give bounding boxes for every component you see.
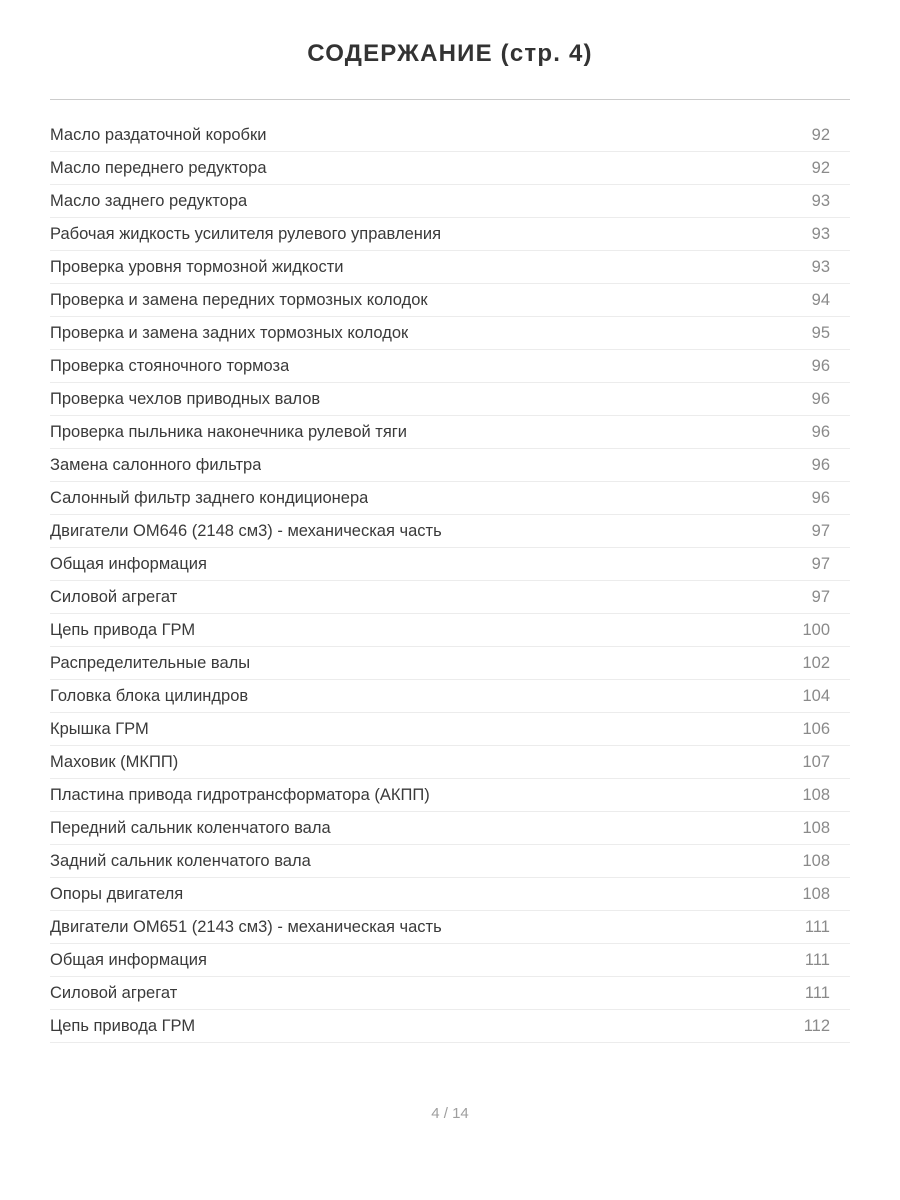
toc-row xyxy=(50,581,850,614)
toc-row xyxy=(50,977,850,1010)
toc-entry-label: Масло заднего редуктора xyxy=(50,191,248,210)
toc-row xyxy=(50,350,850,383)
toc-entry-label: Салонный фильтр заднего кондиционера xyxy=(50,488,369,507)
toc-entry-label: Крышка ГРМ xyxy=(50,719,149,738)
toc-entry-label: Силовой агрегат xyxy=(50,983,178,1002)
toc-entry-page-number: 93 xyxy=(811,224,830,243)
toc-entry-label: Рабочая жидкость усилителя рулевого управления xyxy=(50,224,442,243)
toc-entry-label: Цепь привода ГРМ xyxy=(50,620,196,639)
toc-entry-page-number: 96 xyxy=(811,356,830,375)
toc-entry-page-number: 94 xyxy=(811,290,830,309)
toc-row xyxy=(50,713,850,746)
toc-entry-label: Пластина привода гидротрансформатора (АКПП) xyxy=(50,785,430,804)
toc-entry-label: Проверка и замена передних тормозных колодок xyxy=(50,290,428,309)
toc-entry-page-number: 92 xyxy=(811,158,830,177)
toc-row xyxy=(50,1010,850,1043)
toc-row xyxy=(50,812,850,845)
toc-row xyxy=(50,317,850,350)
toc-entry-page-number: 96 xyxy=(811,389,830,408)
toc-row xyxy=(50,449,850,482)
toc-entry-label: Замена салонного фильтра xyxy=(50,455,262,474)
toc-entry-page-number: 95 xyxy=(811,323,830,342)
toc-entry-label: Двигатели OM646 (2148 см3) - механическая часть xyxy=(50,521,442,540)
toc-row xyxy=(50,911,850,944)
toc-entry-page-number: 111 xyxy=(804,917,830,936)
toc-entry-label: Распределительные валы xyxy=(50,653,251,672)
toc-row xyxy=(50,185,850,218)
toc-entry-label: Общая информация xyxy=(50,950,207,969)
toc-row xyxy=(50,284,850,317)
toc-row xyxy=(50,218,850,251)
toc-entry-label: Цепь привода ГРМ xyxy=(50,1016,196,1035)
toc-entry-label: Общая информация xyxy=(50,554,207,573)
toc-entry-page-number: 96 xyxy=(811,455,830,474)
toc-row xyxy=(50,878,850,911)
toc-row xyxy=(50,152,850,185)
toc-entry-page-number: 97 xyxy=(811,521,830,540)
toc-entry-page-number: 104 xyxy=(802,686,830,705)
toc-entry-page-number: 93 xyxy=(811,257,830,276)
toc-entry-label: Головка блока цилиндров xyxy=(50,686,249,705)
toc-list xyxy=(50,119,850,1043)
toc-entry-page-number: 108 xyxy=(802,851,830,870)
toc-entry-page-number: 97 xyxy=(811,587,830,606)
toc-row xyxy=(50,548,850,581)
page-counter: 4 / 14 xyxy=(431,1105,469,1122)
toc-entry-page-number: 96 xyxy=(811,488,830,507)
toc-row xyxy=(50,845,850,878)
toc-entry-page-number: 93 xyxy=(811,191,830,210)
page-title: СОДЕРЖАНИЕ (стр. 4) xyxy=(307,40,593,67)
toc-entry-page-number: 106 xyxy=(802,719,830,738)
toc-row xyxy=(50,482,850,515)
toc-entry-page-number: 108 xyxy=(802,785,830,804)
toc-entry-label: Проверка пыльника наконечника рулевой тяги xyxy=(50,422,408,441)
toc-entry-page-number: 108 xyxy=(802,884,830,903)
toc-entry-label: Проверка уровня тормозной жидкости xyxy=(50,257,344,276)
toc-row xyxy=(50,944,850,977)
toc-row xyxy=(50,779,850,812)
toc-entry-label: Масло переднего редуктора xyxy=(50,158,267,177)
toc-entry-label: Проверка стояночного тормоза xyxy=(50,356,290,375)
header-divider xyxy=(50,99,850,100)
toc-entry-page-number: 102 xyxy=(802,653,830,672)
toc-entry-page-number: 96 xyxy=(811,422,830,441)
toc-row xyxy=(50,680,850,713)
toc-entry-label: Передний сальник коленчатого вала xyxy=(50,818,331,837)
toc-row xyxy=(50,416,850,449)
toc-entry-label: Маховик (МКПП) xyxy=(50,752,179,771)
toc-row xyxy=(50,614,850,647)
toc-row xyxy=(50,251,850,284)
toc-entry-page-number: 100 xyxy=(802,620,830,639)
toc-entry-page-number: 112 xyxy=(803,1016,830,1035)
toc-entry-label: Двигатели OM651 (2143 см3) - механическая часть xyxy=(50,917,442,936)
toc-row xyxy=(50,119,850,152)
toc-entry-label: Масло раздаточной коробки xyxy=(50,125,267,144)
toc-entry-page-number: 107 xyxy=(802,752,830,771)
toc-entry-page-number: 92 xyxy=(811,125,830,144)
toc-entry-page-number: 108 xyxy=(802,818,830,837)
toc-entry-label: Задний сальник коленчатого вала xyxy=(50,851,311,870)
toc-entry-label: Проверка и замена задних тормозных колодок xyxy=(50,323,409,342)
toc-row xyxy=(50,647,850,680)
toc-row xyxy=(50,383,850,416)
toc-entry-label: Опоры двигателя xyxy=(50,884,184,903)
toc-entry-page-number: 111 xyxy=(804,983,830,1002)
toc-entry-label: Силовой агрегат xyxy=(50,587,178,606)
toc-row xyxy=(50,746,850,779)
toc-row xyxy=(50,515,850,548)
toc-entry-page-number: 111 xyxy=(804,950,830,969)
toc-entry-page-number: 97 xyxy=(811,554,830,573)
toc-entry-label: Проверка чехлов приводных валов xyxy=(50,389,321,408)
